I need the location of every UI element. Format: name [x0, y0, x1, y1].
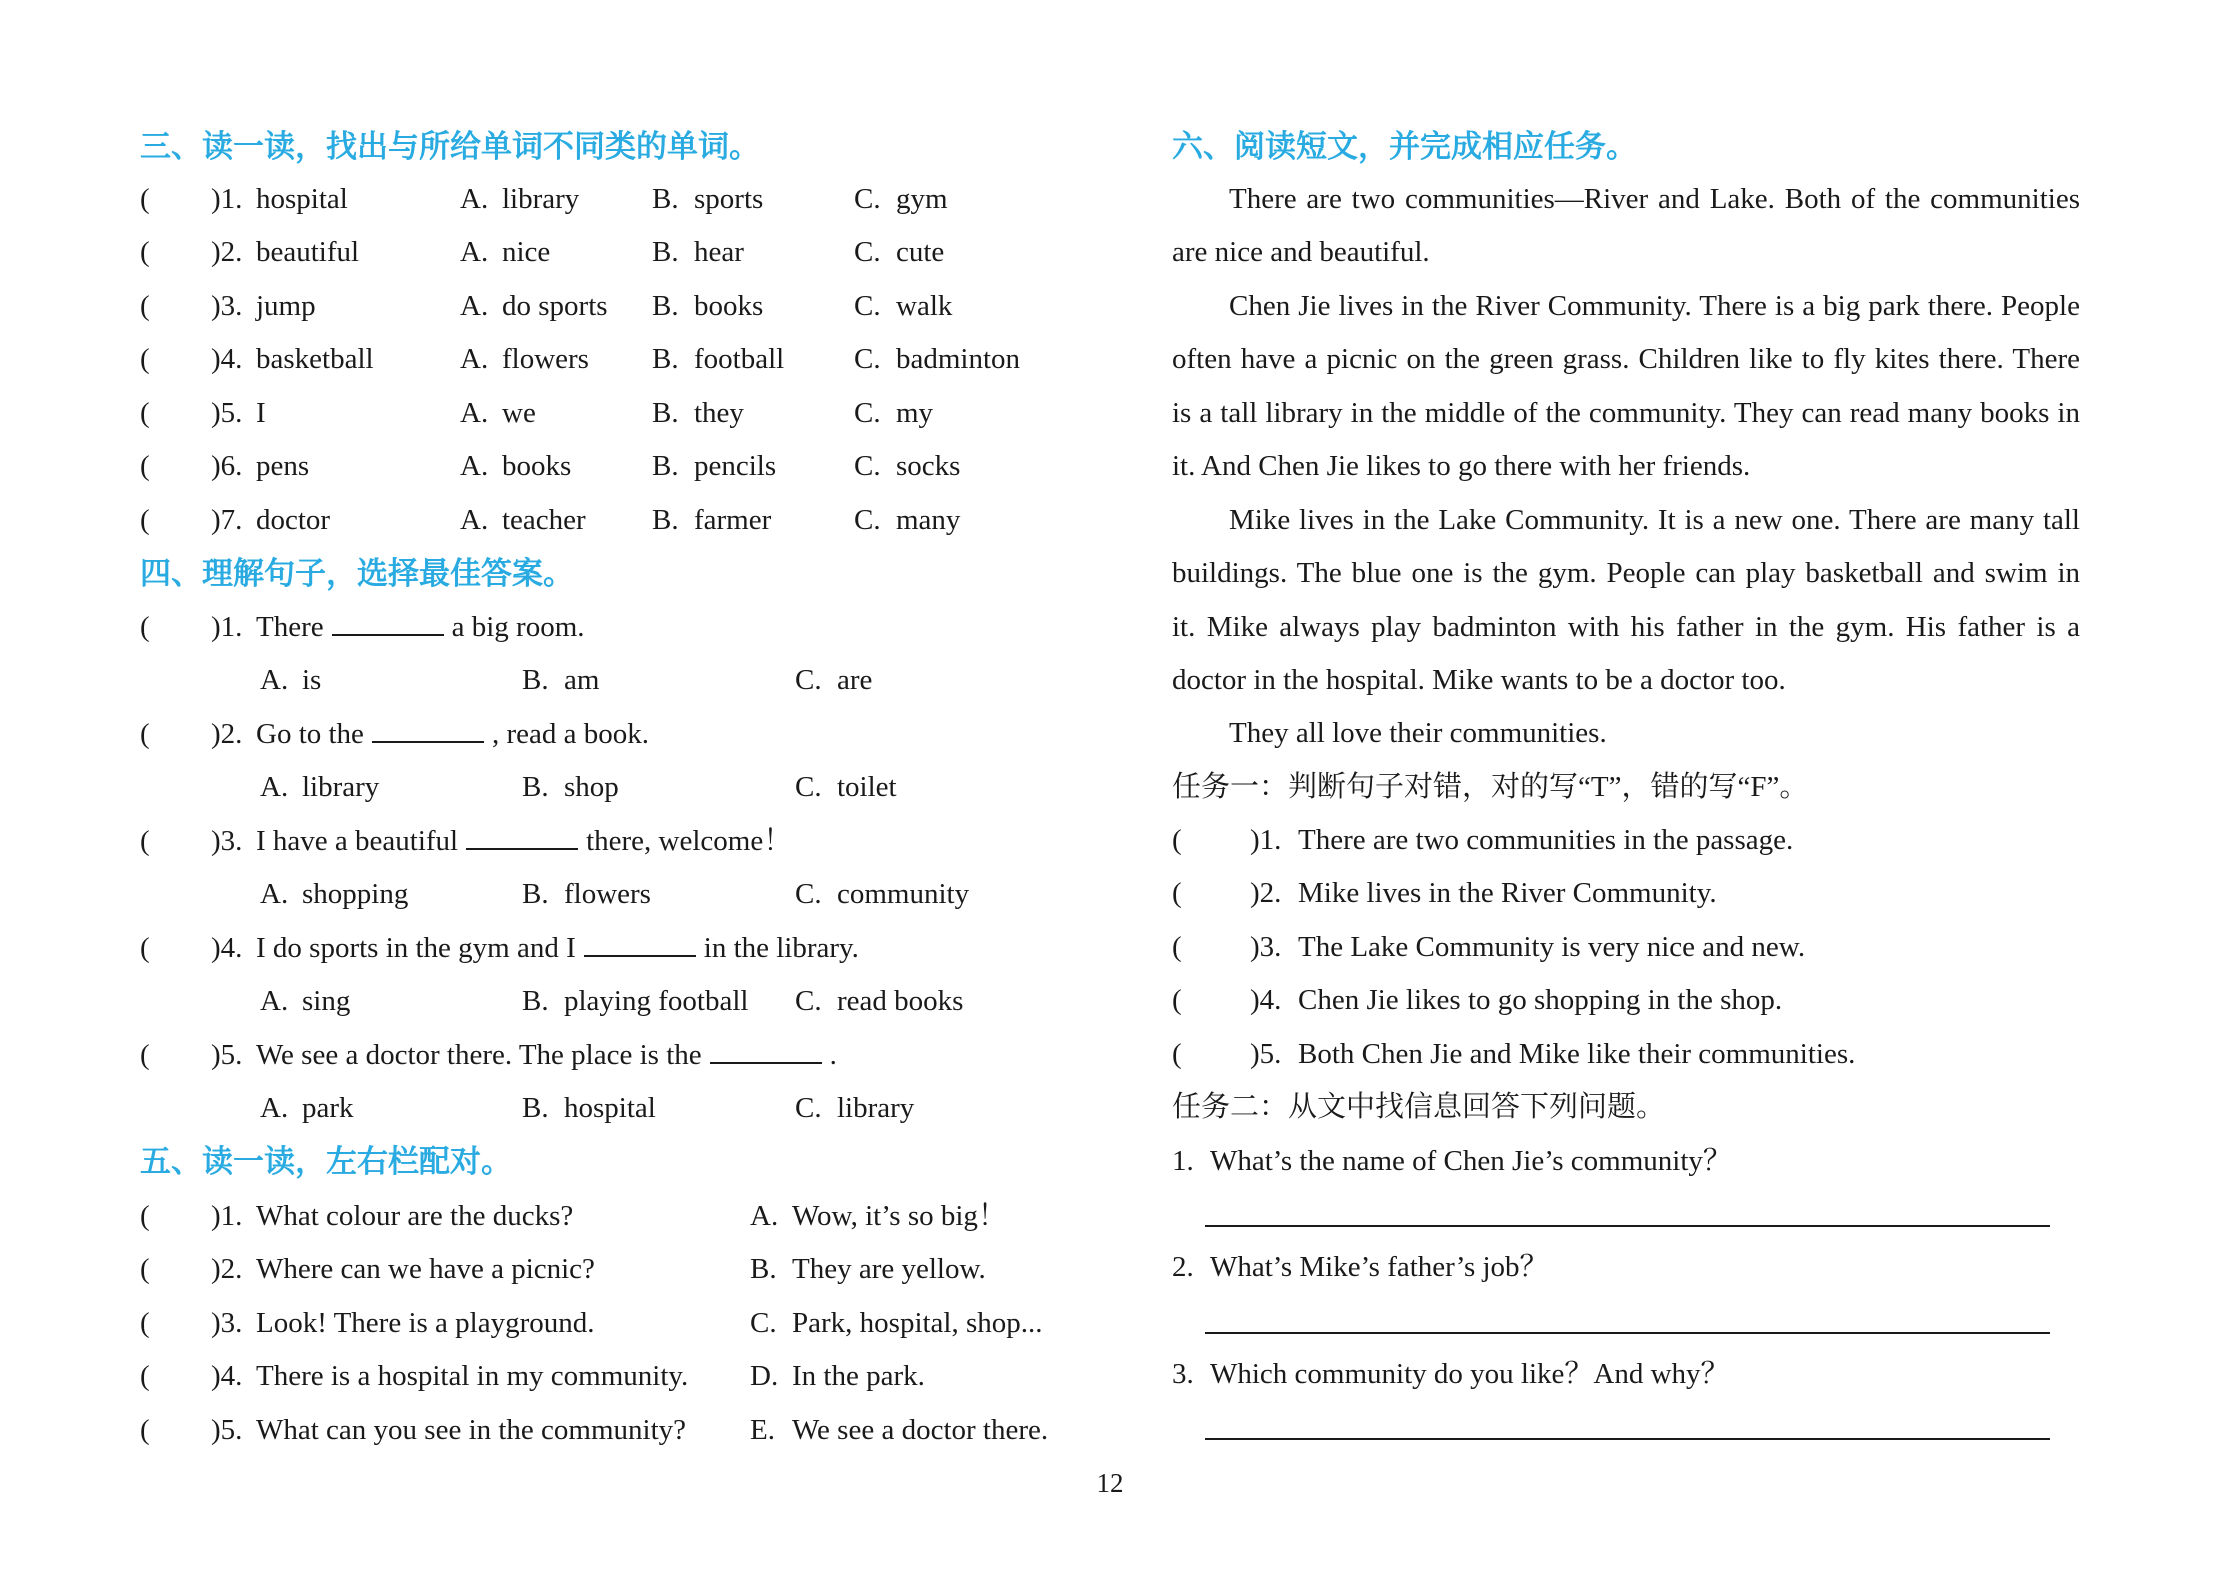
match-answer: We see a doctor there.: [792, 1413, 1049, 1446]
question-pre: We see a doctor there. The place is the: [256, 1038, 702, 1071]
option-b: shop: [564, 771, 619, 804]
answer-paren-open: (: [1172, 1037, 1182, 1070]
passage-line: Mike lives in the Lake Community. It is a new one. There are many tall: [1229, 503, 2080, 536]
answer-line: [1205, 1332, 2050, 1334]
option-letter: C.: [854, 236, 881, 269]
answer-paren-open: (: [1172, 877, 1182, 910]
option-a: nice: [502, 236, 551, 269]
option-a: sing: [302, 985, 351, 1018]
given-word: basketball: [256, 343, 374, 376]
option-letter: A.: [260, 985, 289, 1018]
option-c: badminton: [896, 343, 1021, 376]
match-question: What can you see in the community?: [256, 1413, 687, 1446]
task1-list: [1172, 814, 2080, 1081]
answer-paren-open: (: [140, 824, 150, 857]
option-letter: B.: [522, 985, 549, 1018]
item-number: 1.: [220, 183, 243, 215]
answer-paren-open: (: [140, 1413, 150, 1446]
option-a: we: [502, 396, 536, 429]
option-letter: B.: [652, 289, 679, 322]
option-a: library: [502, 183, 580, 215]
item-number: 3.: [1259, 930, 1282, 963]
match-answer: Park, hospital, shop...: [792, 1306, 1043, 1339]
item-number: 3.: [220, 824, 243, 857]
answer-paren-close: ): [211, 1360, 221, 1393]
options-row: [140, 868, 1060, 921]
option-letter: A.: [460, 236, 489, 269]
option-c: my: [896, 396, 934, 429]
item-number: 4.: [220, 1360, 243, 1393]
match-letter: A.: [750, 1200, 779, 1232]
question-pre: I do sports in the gym and I: [256, 931, 576, 964]
task2-questions: [1172, 1135, 2080, 1440]
exercise-item: [140, 173, 1060, 226]
option-a: library: [302, 771, 380, 804]
item-number: 3.: [1172, 1357, 1194, 1390]
match-answer: In the park.: [792, 1360, 925, 1393]
passage-line: are nice and beautiful.: [1172, 236, 1430, 269]
matching-item: [140, 1190, 1060, 1243]
option-letter: B.: [652, 236, 679, 269]
option-a: teacher: [502, 503, 586, 536]
answer-paren-close: ): [1250, 930, 1260, 963]
option-a: park: [302, 1091, 354, 1124]
option-letter: C.: [795, 878, 822, 911]
item-number: 2.: [220, 717, 243, 750]
option-b: sports: [694, 183, 764, 215]
answer-paren-close: ): [211, 611, 221, 643]
option-b: farmer: [694, 503, 772, 536]
passage-line: They all love their communities.: [1229, 717, 1607, 750]
option-letter: C.: [854, 343, 881, 376]
section-three-header: 三、读一读，找出与所给单词不同类的单词。: [140, 129, 760, 164]
option-letter: A.: [260, 878, 289, 911]
item-number: 5.: [1259, 1037, 1282, 1070]
exercise-item: [140, 387, 1060, 440]
exercise-item: [140, 333, 1060, 386]
option-letter: A.: [460, 183, 489, 215]
option-c: socks: [896, 450, 961, 483]
exercise-item: [140, 922, 1060, 975]
statement: Both Chen Jie and Mike like their communities.: [1298, 1037, 1856, 1070]
matching-item: [140, 1297, 1060, 1350]
answer-paren-close: ): [211, 1253, 221, 1286]
match-question: There is a hospital in my community.: [256, 1360, 689, 1393]
option-b: playing football: [564, 985, 749, 1018]
passage-line: it. And Chen Jie likes to go there with her friends.: [1172, 450, 1751, 483]
open-question: [1172, 1241, 2080, 1294]
option-letter: B.: [522, 664, 549, 697]
answer-paren-open: (: [140, 717, 150, 750]
option-b: hear: [694, 236, 744, 269]
answer-paren-open: (: [140, 1253, 150, 1286]
answer-blank: [466, 818, 578, 850]
answer-blank: [372, 711, 484, 743]
question-pre: There: [256, 611, 324, 643]
option-a: is: [302, 664, 322, 697]
given-word: doctor: [256, 503, 331, 536]
true-false-item: [1172, 921, 2080, 974]
item-number: 1.: [1259, 824, 1282, 856]
section-four-list: [140, 601, 1060, 1135]
exercise-item: [140, 601, 1060, 654]
item-number: 3.: [220, 289, 243, 322]
answer-blank: [584, 925, 696, 957]
answer-paren-open: (: [140, 183, 150, 215]
option-b: football: [694, 343, 785, 376]
open-question: [1172, 1135, 2080, 1188]
option-b: am: [564, 664, 600, 697]
answer-paren-close: ): [211, 289, 221, 322]
exercise-item: [140, 1029, 1060, 1082]
passage-line: There are two communities—River and Lake. Both of the communities: [1229, 183, 2080, 215]
statement: The Lake Community is very nice and new.: [1298, 930, 1806, 963]
answer-paren-open: (: [140, 450, 150, 483]
option-letter: C.: [795, 664, 822, 697]
given-word: pens: [256, 450, 310, 483]
answer-paren-open: (: [140, 1306, 150, 1339]
option-c: read books: [837, 985, 964, 1018]
item-number: 1.: [220, 611, 243, 643]
exercise-item: [140, 440, 1060, 493]
option-c: walk: [896, 289, 953, 322]
question-text: Which community do you like？And why？: [1210, 1357, 1730, 1390]
given-word: hospital: [256, 183, 348, 215]
question-post: a big room.: [451, 611, 585, 643]
item-number: 2.: [1172, 1251, 1194, 1284]
answer-paren-open: (: [140, 396, 150, 429]
page-number: 12: [1096, 1468, 1124, 1498]
option-letter: B.: [522, 878, 549, 911]
item-number: 3.: [220, 1306, 243, 1339]
answer-paren-close: ): [211, 183, 221, 215]
option-a: flowers: [502, 343, 589, 376]
item-number: 1.: [1172, 1145, 1194, 1177]
question-text: What’s the name of Chen Jie’s community？: [1210, 1145, 1732, 1177]
given-word: beautiful: [256, 236, 360, 269]
passage-line: often have a picnic on the green grass. Children like to fly kites there. There: [1172, 343, 2080, 376]
exercise-item: [140, 226, 1060, 279]
option-c: many: [896, 503, 961, 536]
match-letter: E.: [750, 1413, 775, 1446]
passage-line: it. Mike always play badminton with his father in the gym. His father is a: [1172, 610, 2080, 643]
task1-label: 任务一：判断句子对错，对的写“T”，错的写“F”。: [1172, 771, 1809, 803]
options-row: [140, 1082, 1060, 1135]
match-letter: D.: [750, 1360, 779, 1393]
answer-paren-close: ): [211, 1200, 221, 1232]
open-question: [1172, 1348, 2080, 1401]
match-question: What colour are the ducks?: [256, 1200, 574, 1232]
section-three-list: [140, 173, 1060, 547]
answer-paren-open: (: [1172, 984, 1182, 1017]
option-b: books: [694, 289, 764, 322]
answer-paren-close: ): [1250, 824, 1260, 856]
section-five-header: 五、读一读，左右栏配对。: [140, 1144, 512, 1179]
item-number: 4.: [220, 343, 243, 376]
option-a: books: [502, 450, 572, 483]
answer-blank: [332, 604, 444, 636]
statement: There are two communities in the passage.: [1298, 824, 1794, 856]
option-letter: B.: [522, 1091, 549, 1124]
question-pre: I have a beautiful: [256, 824, 459, 857]
option-c: library: [837, 1091, 915, 1124]
matching-item: [140, 1243, 1060, 1296]
option-letter: C.: [795, 985, 822, 1018]
statement: Chen Jie likes to go shopping in the shop.: [1298, 984, 1783, 1017]
passage-line: Chen Jie lives in the River Community. There is a big park there. People: [1229, 289, 2080, 322]
item-number: 2.: [220, 1253, 243, 1286]
answer-line: [1205, 1225, 2050, 1227]
statement: Mike lives in the River Community.: [1298, 877, 1717, 910]
option-letter: A.: [460, 503, 489, 536]
option-letter: A.: [460, 450, 489, 483]
exercise-item: [140, 708, 1060, 761]
question-post: in the library.: [703, 931, 859, 964]
answer-line: [1205, 1438, 2050, 1440]
option-letter: B.: [522, 771, 549, 804]
passage-line: doctor in the hospital. Mike wants to be a doctor too.: [1172, 663, 1786, 696]
given-word: I: [256, 396, 266, 429]
option-a: do sports: [502, 289, 608, 322]
option-letter: C.: [854, 450, 881, 483]
match-question: Look! There is a playground.: [256, 1306, 595, 1339]
option-letter: C.: [854, 503, 881, 536]
true-false-item: [1172, 1028, 2080, 1081]
item-number: 6.: [220, 450, 243, 483]
question-text: What’s Mike’s father’s job？: [1210, 1251, 1549, 1284]
option-letter: C.: [854, 183, 881, 215]
options-row: [140, 654, 1060, 707]
reading-passage: [1172, 173, 2080, 761]
given-word: jump: [256, 289, 316, 322]
answer-paren-close: ): [211, 717, 221, 750]
option-c: toilet: [837, 771, 897, 804]
options-row: [140, 975, 1060, 1028]
answer-paren-close: ): [211, 931, 221, 964]
answer-paren-open: (: [140, 503, 150, 536]
option-letter: B.: [652, 396, 679, 429]
question-post: , read a book.: [491, 717, 649, 750]
match-answer: They are yellow.: [792, 1253, 986, 1286]
option-letter: C.: [854, 289, 881, 322]
option-letter: C.: [795, 1091, 822, 1124]
answer-paren-open: (: [140, 236, 150, 269]
answer-paren-open: (: [140, 343, 150, 376]
section-four-header: 四、理解句子，选择最佳答案。: [140, 556, 574, 591]
match-question: Where can we have a picnic?: [256, 1253, 595, 1286]
answer-paren-close: ): [1250, 877, 1260, 910]
true-false-item: [1172, 974, 2080, 1027]
passage-line: is a tall library in the middle of the community. They can read many books in: [1172, 396, 2080, 429]
answer-paren-open: (: [140, 1038, 150, 1071]
answer-paren-close: ): [1250, 984, 1260, 1017]
answer-paren-open: (: [140, 289, 150, 322]
answer-paren-open: (: [140, 1200, 150, 1232]
matching-item: [140, 1404, 1060, 1457]
answer-paren-open: (: [1172, 824, 1182, 856]
answer-paren-open: (: [140, 1360, 150, 1393]
answer-paren-close: ): [211, 503, 221, 536]
answer-paren-open: (: [1172, 930, 1182, 963]
exercise-item: [140, 494, 1060, 547]
option-c: cute: [896, 236, 945, 269]
options-row: [140, 761, 1060, 814]
answer-paren-close: ): [211, 343, 221, 376]
answer-paren-close: ): [1250, 1037, 1260, 1070]
option-letter: C.: [854, 396, 881, 429]
option-letter: B.: [652, 503, 679, 536]
true-false-item: [1172, 814, 2080, 867]
section-five-list: [140, 1190, 1060, 1457]
item-number: 7.: [220, 503, 243, 536]
matching-item: [140, 1350, 1060, 1403]
exercise-item: [140, 815, 1060, 868]
option-letter: A.: [460, 396, 489, 429]
passage-line: buildings. The blue one is the gym. People can play basketball and swim in: [1172, 557, 2080, 590]
option-letter: B.: [652, 450, 679, 483]
option-letter: B.: [652, 183, 679, 215]
option-b: flowers: [564, 878, 651, 911]
answer-paren-close: ): [211, 1413, 221, 1446]
answer-blank: [710, 1032, 822, 1064]
option-b: they: [694, 396, 744, 429]
answer-paren-close: ): [211, 824, 221, 857]
item-number: 4.: [1259, 984, 1282, 1017]
item-number: 2.: [1259, 877, 1282, 910]
answer-paren-open: (: [140, 931, 150, 964]
item-number: 5.: [220, 1038, 243, 1071]
option-b: pencils: [694, 450, 777, 483]
section-six-header: 六、阅读短文，并完成相应任务。: [1172, 129, 1637, 164]
option-letter: A.: [460, 289, 489, 322]
question-pre: Go to the: [256, 717, 364, 750]
answer-paren-close: ): [211, 396, 221, 429]
option-a: shopping: [302, 878, 409, 911]
match-answer: Wow, it’s so big！: [792, 1200, 1007, 1232]
match-letter: C.: [750, 1306, 777, 1339]
answer-paren-close: ): [211, 236, 221, 269]
option-c: community: [837, 878, 970, 911]
item-number: 5.: [220, 1413, 243, 1446]
option-letter: A.: [260, 664, 289, 697]
option-letter: A.: [260, 771, 289, 804]
answer-paren-close: ): [211, 1038, 221, 1071]
match-letter: B.: [750, 1253, 777, 1286]
true-false-item: [1172, 867, 2080, 920]
answer-paren-close: ): [211, 1306, 221, 1339]
option-letter: A.: [260, 1091, 289, 1124]
answer-paren-open: (: [140, 611, 150, 643]
option-c: are: [837, 664, 873, 697]
option-b: hospital: [564, 1091, 656, 1124]
item-number: 2.: [220, 236, 243, 269]
task2-label: 任务二：从文中找信息回答下列问题。: [1172, 1091, 1666, 1123]
option-letter: B.: [652, 343, 679, 376]
item-number: 4.: [220, 931, 243, 964]
item-number: 1.: [220, 1200, 243, 1232]
question-post: there, welcome！: [586, 824, 793, 857]
option-letter: C.: [795, 771, 822, 804]
item-number: 5.: [220, 396, 243, 429]
option-c: gym: [896, 183, 948, 215]
option-letter: A.: [460, 343, 489, 376]
exercise-item: [140, 280, 1060, 333]
question-post: .: [829, 1038, 837, 1071]
answer-paren-close: ): [211, 450, 221, 483]
